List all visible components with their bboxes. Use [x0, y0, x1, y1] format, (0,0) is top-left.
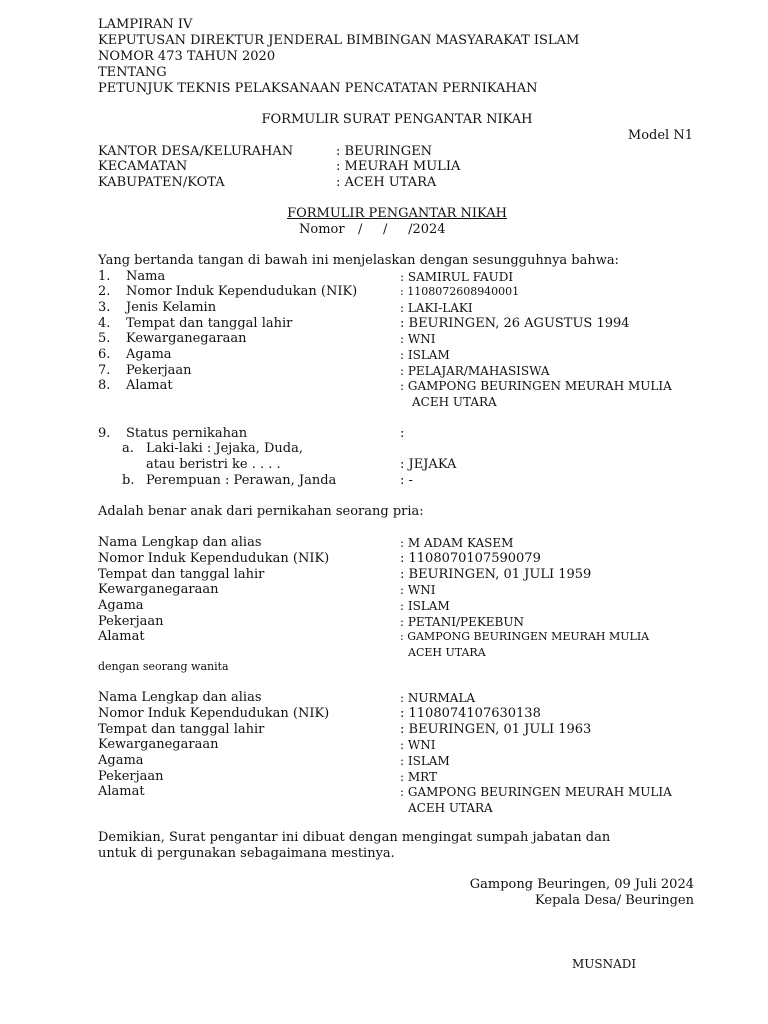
person-label: Nama	[126, 269, 166, 284]
father-value: : 1108070107590079	[400, 551, 541, 566]
mother-label: Kewarganegaraan	[98, 737, 219, 752]
office-label: KABUPATEN/KOTA	[98, 175, 225, 190]
mother-value: : BEURINGEN, 01 JULI 1963	[400, 722, 592, 737]
row-number: 7.	[98, 363, 111, 378]
father-label: Tempat dan tanggal lahir	[98, 567, 265, 582]
mother-label: Nomor Induk Kependudukan (NIK)	[98, 706, 330, 721]
father-value: : M ADAM KASEM	[400, 536, 514, 550]
person-label: Alamat	[126, 378, 173, 393]
mother-value: : ISLAM	[400, 754, 450, 768]
office-value: : MEURAH MULIA	[336, 159, 461, 174]
mother-label: Nama Lengkap dan alias	[98, 690, 262, 705]
father-value: : GAMPONG BEURINGEN MEURAH MULIA	[400, 630, 650, 643]
person-label: Nomor Induk Kependudukan (NIK)	[126, 284, 358, 299]
header-line: PETUNJUK TEKNIS PELAKSANAAN PENCATATAN PERNIKAHAN	[98, 81, 538, 96]
mother-value: : MRT	[400, 770, 437, 784]
mother-value: : NURMALA	[400, 691, 476, 705]
father-value: : ISLAM	[400, 599, 450, 613]
closing-text: Demikian, Surat pengantar ini dibuat dengan mengingat sumpah jabatan dan	[98, 830, 611, 845]
signer-name: MUSNADI	[572, 957, 637, 971]
person-value: : LAKI-LAKI	[400, 301, 473, 315]
status-colon: :	[400, 426, 405, 441]
row-number: 3.	[98, 300, 111, 315]
row-number: 2.	[98, 284, 111, 299]
person-label: Jenis Kelamin	[126, 300, 217, 315]
status-a-label: Laki-laki : Jejaka, Duda,	[146, 441, 303, 456]
father-label: Nomor Induk Kependudukan (NIK)	[98, 551, 330, 566]
model-label: Model N1	[627, 128, 693, 143]
mother-value: : 1108074107630138	[400, 706, 541, 721]
office-value: : ACEH UTARA	[336, 175, 437, 190]
intro-text: Yang bertanda tangan di bawah ini menjelaskan dengan sesungguhnya bahwa:	[98, 253, 620, 268]
father-address-line2: ACEH UTARA	[408, 646, 486, 659]
person-value: : GAMPONG BEURINGEN MEURAH MULIA	[400, 379, 672, 393]
mother-label: Pekerjaan	[98, 769, 164, 784]
header-line: NOMOR 473 TAHUN 2020	[98, 49, 276, 64]
status-a-num: a.	[122, 441, 134, 456]
person-label: Kewarganegaraan	[126, 331, 247, 346]
mother-value: : WNI	[400, 738, 436, 752]
header-line: TENTANG	[98, 65, 167, 80]
mother-label: Tempat dan tanggal lahir	[98, 722, 265, 737]
person-label: Tempat dan tanggal lahir	[126, 316, 293, 331]
person-value: : ISLAM	[400, 348, 450, 362]
person-value: : BEURINGEN, 26 AGUSTUS 1994	[400, 316, 630, 331]
status-a-label2: atau beristri ke . . . .	[146, 457, 281, 472]
mother-intro: dengan seorang wanita	[98, 660, 229, 673]
row-number: 4.	[98, 316, 111, 331]
status-b-num: b.	[122, 473, 135, 488]
signer-title: Kepala Desa/ Beuringen	[535, 893, 694, 908]
subtitle: FORMULIR PENGANTAR NIKAH	[287, 206, 507, 221]
person-address-line2: ACEH UTARA	[412, 395, 497, 409]
row-number: 6.	[98, 347, 111, 362]
place-date: Gampong Beuringen, 09 Juli 2024	[469, 877, 694, 892]
row-number: 1.	[98, 269, 111, 284]
father-label: Agama	[98, 598, 144, 613]
father-value: : PETANI/PEKEBUN	[400, 615, 524, 629]
person-value: : 1108072608940001	[400, 285, 520, 298]
person-value: : PELAJAR/MAHASISWA	[400, 364, 550, 378]
status-b-label: Perempuan : Perawan, Janda	[146, 473, 337, 488]
person-value: : WNI	[400, 332, 436, 346]
mother-value: : GAMPONG BEURINGEN MEURAH MULIA	[400, 785, 672, 799]
mother-label: Agama	[98, 753, 144, 768]
office-label: KANTOR DESA/KELURAHAN	[98, 144, 294, 159]
header-line: LAMPIRAN IV	[98, 17, 193, 32]
nomor-value: / / /2024	[358, 222, 446, 237]
closing-text: untuk di pergunakan sebagaimana mestinya.	[98, 846, 395, 861]
form-title: FORMULIR SURAT PENGANTAR NIKAH	[261, 112, 533, 127]
father-label: Nama Lengkap dan alias	[98, 535, 262, 550]
office-label: KECAMATAN	[98, 159, 188, 174]
row-number: 9.	[98, 426, 111, 441]
mother-address-line2: ACEH UTARA	[408, 801, 493, 815]
status-a-value: : JEJAKA	[400, 457, 457, 472]
nomor-label: Nomor	[299, 222, 345, 237]
father-value: : BEURINGEN, 01 JULI 1959	[400, 567, 592, 582]
father-label: Pekerjaan	[98, 614, 164, 629]
person-label: Agama	[126, 347, 172, 362]
person-label: Pekerjaan	[126, 363, 192, 378]
status-b-value: : -	[400, 473, 413, 488]
person-value: : SAMIRUL FAUDI	[400, 270, 514, 284]
row-number: 8.	[98, 378, 111, 393]
header-line: KEPUTUSAN DIREKTUR JENDERAL BIMBINGAN MASYARAKAT ISLAM	[98, 33, 580, 48]
mother-label: Alamat	[98, 784, 145, 799]
father-intro: Adalah benar anak dari pernikahan seorang pria:	[98, 504, 424, 519]
father-value: : WNI	[400, 583, 436, 597]
row-number: 5.	[98, 331, 111, 346]
status-label: Status pernikahan	[126, 426, 248, 441]
office-value: : BEURINGEN	[336, 144, 433, 159]
father-label: Kewarganegaraan	[98, 582, 219, 597]
father-label: Alamat	[98, 629, 145, 644]
